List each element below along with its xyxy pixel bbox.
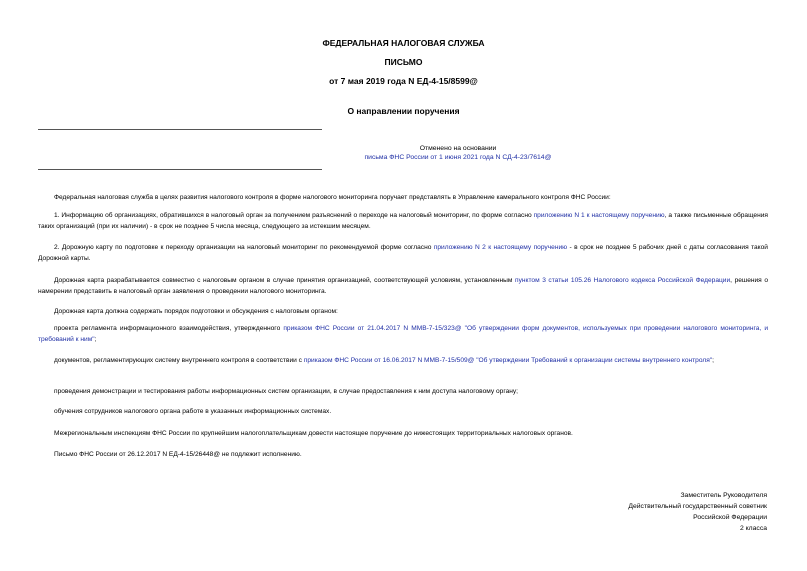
- appendix-1-link[interactable]: приложению N 1 к настоящему поручению: [533, 212, 665, 219]
- paragraph-demonstration: проведения демонстрации и тестирования работы информационных систем организации, в случае предоставления к ним доступа налоговому органу;: [54, 388, 519, 395]
- paragraph-regulation: [38, 323, 768, 345]
- agency-title: ФЕДЕРАЛЬНАЯ НАЛОГОВАЯ СЛУЖБА: [322, 38, 485, 48]
- paragraph-item-1: [38, 210, 768, 232]
- signature-block: [628, 490, 767, 534]
- order-509-link[interactable]: приказом ФНС России от 16.06.2017 N ММВ-7-15/509@ "Об утверждении Требований к организации системы внутреннего контроля": [303, 357, 713, 364]
- paragraph-text: 2. Дорожную карту по подготовке к переходу организации на налоговый мониторинг по рекомендуемой форме согласно: [54, 244, 434, 251]
- document-type: ПИСЬМО: [384, 57, 423, 67]
- order-323-link[interactable]: приказом ФНС России от 21.04.2017 N ММВ-7-15/323@ "Об утверждении форм документов, используемых при проведении налогового мониторинга, и требований к ним": [38, 325, 769, 343]
- paragraph-text: - в срок не позднее 5 рабочих дней с даты согласования такой Дорожной карты.: [38, 244, 768, 262]
- paragraph-text: ;: [94, 336, 97, 343]
- signature-line: 2 класса: [739, 525, 767, 532]
- paragraph-intro: Федеральная налоговая служба в целях развития налогового контроля в форме налогового мониторинга поручает представлять в Управление камерального контроля ФНС России:: [54, 194, 611, 201]
- paragraph-text: проекта регламента информационного взаимодействия, утвержденного: [54, 325, 284, 332]
- paragraph-text: ;: [712, 357, 714, 364]
- cancel-note-link[interactable]: письма ФНС России от 1 июня 2021 года N СД-4-23/7614@: [364, 154, 552, 161]
- document-subject: О направлении поручения: [347, 106, 460, 116]
- paragraph-training: обучения сотрудников налогового органа работе в указанных информационных системах.: [54, 408, 332, 415]
- paragraph-roadmap-contents: Дорожная карта должна содержать порядок подготовки и обсуждения с налоговым органом:: [54, 308, 338, 315]
- paragraph-cancelled-letter: Письмо ФНС России от 26.12.2017 N ЕД-4-15/26448@ не подлежит исполнению.: [54, 451, 302, 458]
- paragraph-text: 1. Информацию об организациях, обратившихся в налоговый орган за получением разъяснений о переходе на налоговый мониторинг, по форме согласно: [54, 212, 534, 219]
- signature-line: Заместитель Руководителя: [680, 492, 767, 499]
- paragraph-text: документов, регламентирующих систему внутреннего контроля в соответствии с: [54, 357, 304, 364]
- signature-line: Российской Федерации: [693, 514, 767, 521]
- cancel-note: Отменено на основании: [419, 145, 497, 152]
- document-date-number: от 7 мая 2019 года N ЕД-4-15/8599@: [329, 76, 478, 86]
- paragraph-inspections: Межрегиональным инспекциям ФНС России по крупнейшим налогоплательщикам довести настоящее поручение до нижестоящих территориальных налоговых органов.: [54, 430, 573, 437]
- paragraph-text: Дорожная карта разрабатывается совместно с налоговым органом в случае принятия организацией, соответствующей условиям, установленным: [54, 277, 515, 284]
- paragraph-roadmap: [38, 275, 768, 297]
- divider-top: [38, 129, 322, 130]
- paragraph-text: , а также письменные обращения таких организаций (при их наличии) - в срок не позднее 5 числа месяца, следующего за истекшим месяцем.: [38, 212, 768, 230]
- tax-code-link[interactable]: пунктом 3 статьи 105.26 Налогового кодекса Российской Федерации: [515, 277, 731, 284]
- paragraph-item-2: [38, 242, 768, 264]
- paragraph-internal-control: [38, 355, 768, 366]
- paragraph-text: , решения о намерении представить в налоговый орган заявления о проведении налогового мониторинга.: [38, 277, 768, 295]
- appendix-2-link[interactable]: приложению N 2 к настоящему поручению: [433, 244, 568, 251]
- signature-line: Действительный государственный советник: [628, 503, 767, 510]
- divider-bottom: [38, 169, 322, 170]
